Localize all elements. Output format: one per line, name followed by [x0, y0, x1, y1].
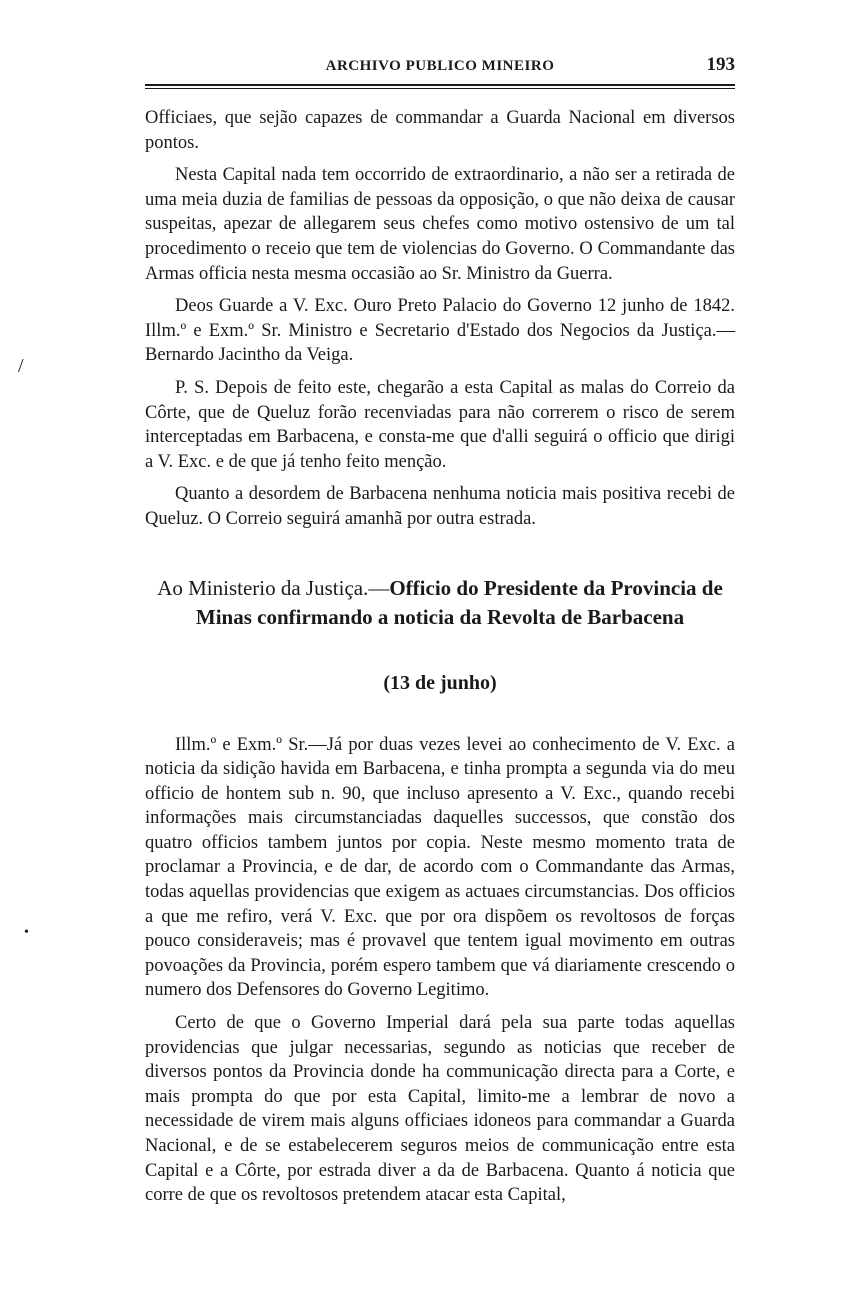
section-date: (13 de junho): [383, 671, 497, 694]
page: [145, 50, 735, 1208]
section-title-plain: Ao Ministerio da Justiça.—: [157, 575, 390, 600]
margin-dot-mark: •: [24, 925, 29, 940]
section-title-bold: Officio do Presidente da Provincia de Minas confirmando a noticia da Revolta de Barbacena: [195, 575, 723, 629]
paragraph-postscript: P. S. Depois de feito este, chegarão a esta Capital as malas do Correio da Côrte, que de Queluz forão recenviadas para não correrem o risco de serem interceptadas em Barbacena, e consta-me que d'alli seguirá o officio que dirigi a V. Exc. e de que já tenho feito menção.: [145, 377, 735, 472]
running-title: ARCHIVO PUBLICO MINEIRO: [325, 58, 555, 74]
paragraph-signature: Deos Guarde a V. Exc. Ouro Preto Palacio do Governo 12 junho de 1842. Illm.º e Exm.º Sr. Ministro e Secretario d'Estado dos Negocios da Justiça.—Bernardo Jacintho da Veiga.: [145, 296, 735, 366]
section-title: [145, 574, 735, 632]
paragraph-letter-body: Illm.º e Exm.º Sr.—Já por duas vezes levei ao conhecimento de V. Exc. a noticia da sidição havida em Barbacena, e tinha prompta a segunda via do meu officio de hontem sub n. 90, que incluso apresento a V. Exc., quando recebi informações mais circumstanciadas daquelles successos, que constão dos quatro officios tambem juntos por copia. Neste mesmo momento trata de proclamar a Provincia, e de dar, de acordo com o Commandante das Armas, todas aquellas providencias que exigem as actuaes circumstancias. Dos officios a que me refiro, verá V. Exc. que por ora dispõem os revoltosos de forças pouco consideraveis; mas é provavel que tentem igual movimento em outras povoações da Provincia, porém espero tambem que vá diariamente crescendo o numero dos Defensores do Governo Legitimo.: [145, 734, 735, 1001]
paragraph-imperial-government: Certo de que o Governo Imperial dará pela sua parte todas aquellas providencias que julgar necessarias, segundo as noticias que receber de diversos pontos da Provincia donde ha communicação directa para a Corte, e mais prompta do que por esta Capital, limito-me a lembrar de novo a necessidade de virem mais alguns officiaes idoneos para commandar a Guarda Nacional, e de se estabelecerem seguros meios de communicação entre esta Capital e a Côrte, por estrada diver a da de Barbacena. Quanto á noticia que corre de que os revoltosos pretendem atacar esta Capital,: [145, 1013, 735, 1206]
page-header: [145, 50, 735, 86]
page-number: 193: [706, 54, 735, 75]
paragraph-barbacena-disorder: Quanto a desordem de Barbacena nenhuma noticia mais positiva recebi de Queluz. O Correio seguirá amanhã por outra estrada.: [145, 484, 735, 529]
paragraph-capital-news: Nesta Capital nada tem occorrido de extraordinario, a não ser a retirada de uma meia duzia de familias de pessoas da opposição, o que não deixa de causar suspeitas, apezar de allegarem seus chefes como motivo ostensivo de um tal procedimento o receio que tem de violencias do Governo. O Commandante das Armas officia nesta mesma occasião ao Sr. Ministro da Guerra.: [145, 165, 735, 284]
margin-slash-mark: /: [18, 355, 24, 377]
paragraph-continuation: Officiaes, que sejão capazes de commandar a Guarda Nacional em diversos pontos.: [145, 108, 735, 153]
